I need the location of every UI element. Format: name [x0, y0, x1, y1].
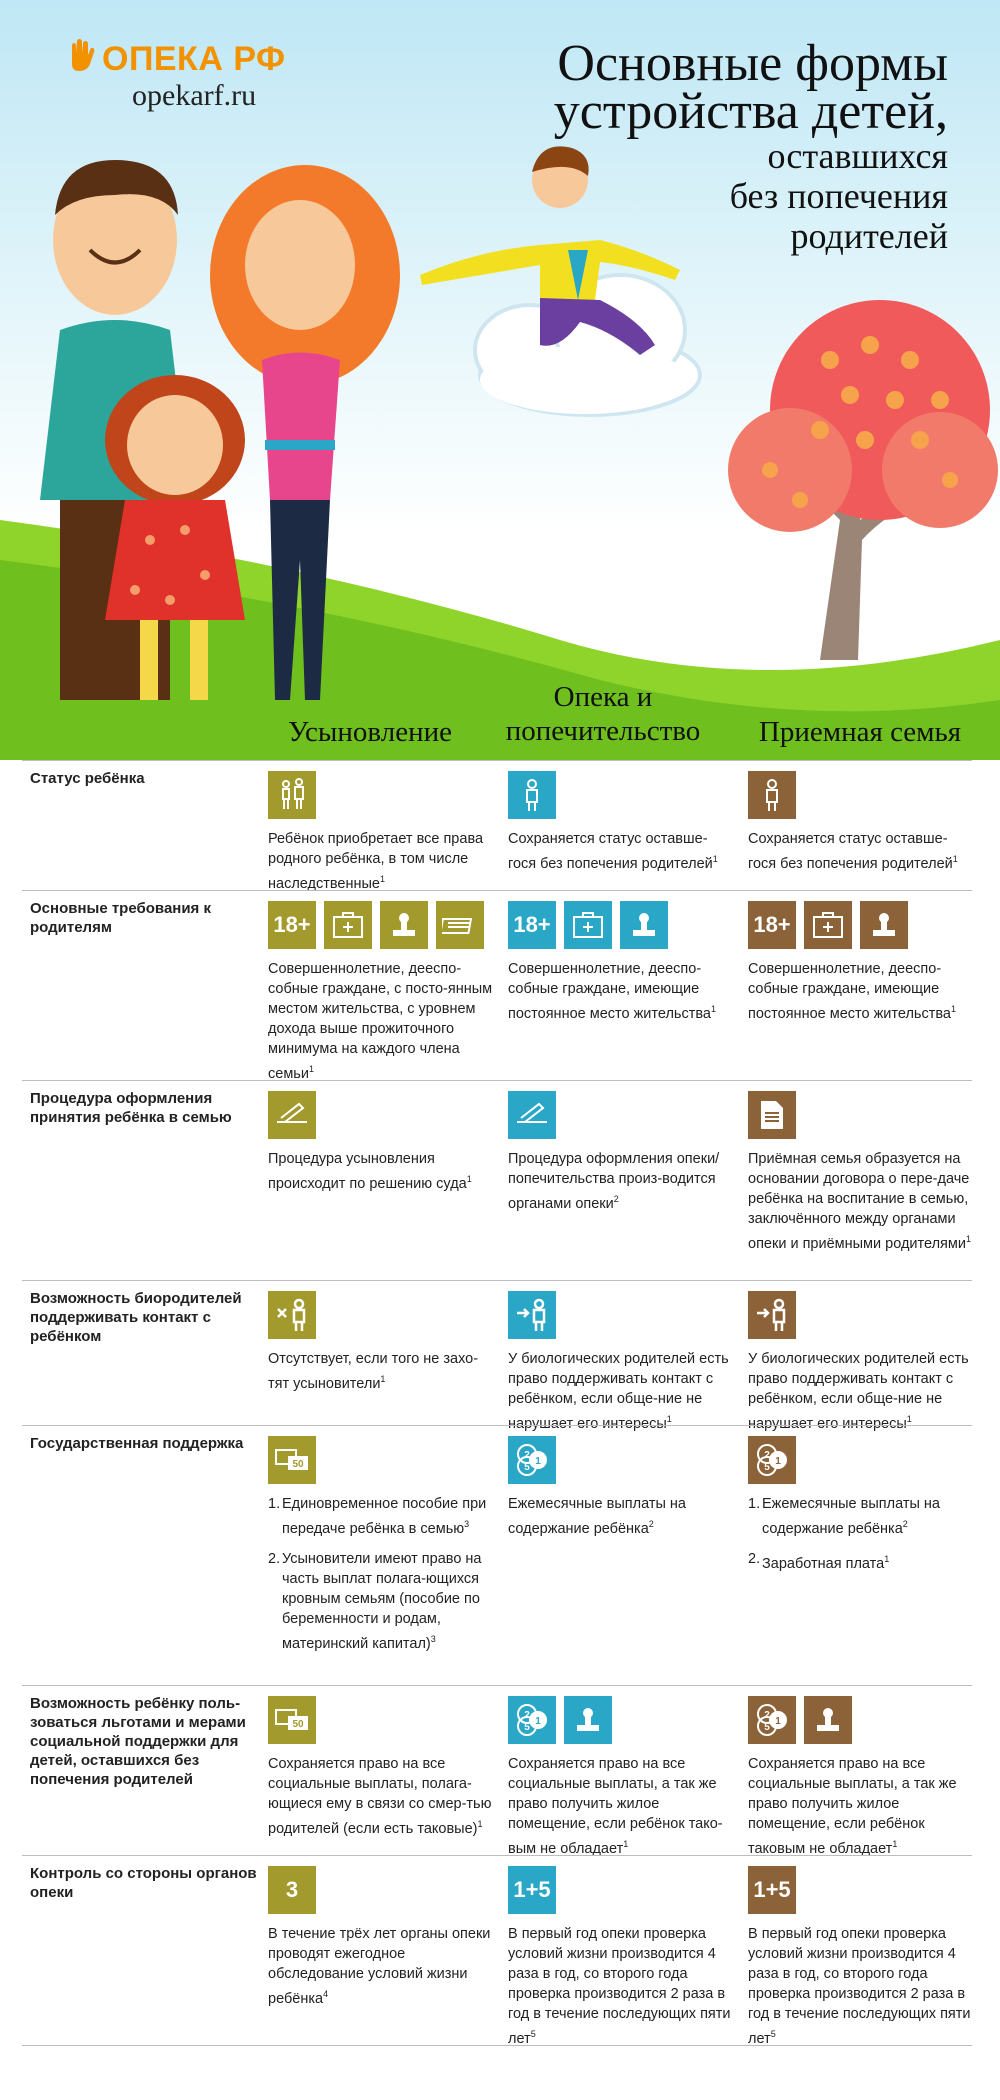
age-18-plus-icon: 18+ [268, 901, 316, 949]
row-label: Контроль со стороны органов опеки [30, 1865, 257, 1901]
list-item-text: Усыновители имеют право на часть выплат полага-ющихся кровным семьям (пособие по беременности и родам, материнский капитал) [282, 1550, 482, 1652]
cell-guardianship [508, 771, 733, 874]
cell-foster-family [748, 1696, 973, 1859]
footnote-ref: 2 [902, 1519, 908, 1529]
hero-banner [0, 0, 1000, 760]
title-line-5: родителей [790, 216, 948, 256]
coin-value-bottom: 5 [764, 1722, 770, 1733]
footnote-ref: 1 [950, 1004, 956, 1014]
coins-icon [508, 1436, 556, 1484]
medical-kit-icon [804, 901, 852, 949]
contact-arrow-icon [508, 1291, 556, 1339]
family-icon [268, 771, 316, 819]
cell-text: Приёмная семья образуется на основании договора о пере-даче ребёнка на воспитание в семью, заключённого между органами опеки и приёмными родителями [748, 1151, 970, 1252]
coin-value-top: 2 [524, 1450, 530, 1461]
cell-text: В течение трёх лет органы опеки проводят ежегодное обследование условий жизни ребёнка [268, 1926, 491, 2007]
footnote-ref: 1 [892, 1839, 898, 1849]
cell-adoption [268, 1696, 493, 1839]
cell-text: В первый год опеки проверка условий жизни производится 4 раза в год, со второго года проверка производится 2 раза в год в течение последующих пяти лет [748, 1926, 971, 2047]
years-1-plus-5-icon: 1+5 [508, 1866, 556, 1914]
coin-value-top: 2 [764, 1450, 770, 1461]
footnote-ref: 5 [770, 2029, 776, 2039]
coins-icon [748, 1696, 796, 1744]
coin-value-top: 2 [524, 1710, 530, 1721]
money-icon [436, 901, 484, 949]
table-row [22, 1855, 972, 2045]
column-header-guardianship [488, 680, 718, 748]
coin-value-top: 2 [764, 1710, 770, 1721]
years-1-plus-5-icon: 1+5 [748, 1866, 796, 1914]
cell-guardianship [508, 1291, 733, 1434]
cell-foster-family: 2 5 1 1. Ежемесячные выплаты на содержание ребёнка$^2$ 2. Заработная плата$^1$ [748, 1436, 973, 1574]
cell-text: Совершеннолетние, дееспо-собные граждане, имеющие постоянное место жительства [748, 961, 951, 1022]
coin-value-bottom: 5 [524, 1462, 530, 1473]
row-label: Государственная поддержка [30, 1435, 244, 1452]
coin-value-front: 1 [775, 1716, 781, 1727]
footnote-ref: 2 [648, 1519, 654, 1529]
list-item-text: Заработная плата [762, 1555, 885, 1572]
coin-value-bottom: 5 [524, 1722, 530, 1733]
row-label: Статус ребёнка [30, 770, 145, 787]
row-label: Процедура оформления принятия ребёнка в семью [30, 1090, 232, 1126]
document-icon [748, 1091, 796, 1139]
title-line-3: оставшихся [767, 136, 948, 176]
brand-logo[interactable] [64, 38, 286, 113]
banknote-value: 50 [292, 1459, 304, 1470]
coins-icon [508, 1696, 556, 1744]
medical-kit-icon [564, 901, 612, 949]
coin-value-front: 1 [775, 1456, 781, 1467]
age-18-plus-icon: 18+ [508, 901, 556, 949]
cell-text: В первый год опеки проверка условий жизни производится 4 раза в год, со второго года проверка производится 2 раза в год в течение последующих пяти лет [508, 1926, 731, 2047]
house-stamp-icon [804, 1696, 852, 1744]
no-contact-icon [268, 1291, 316, 1339]
medical-kit-icon [324, 901, 372, 949]
cell-guardianship [508, 901, 733, 1024]
banknote-icon [268, 1436, 316, 1484]
cell-text: Ежемесячные выплаты на содержание ребёнка [508, 1496, 686, 1537]
cell-foster-family [748, 1866, 973, 2049]
footnote-ref: 1 [712, 854, 718, 864]
title-line-2: устройства детей, [553, 83, 948, 140]
cell-adoption [268, 771, 493, 894]
coin-value-front: 1 [535, 1716, 541, 1727]
house-stamp-icon [380, 901, 428, 949]
house-stamp-icon [564, 1696, 612, 1744]
footnote-ref: 1 [477, 1819, 483, 1829]
cell-adoption: 50 1. Единовременное пособие при передаче ребёнка в семью$^3$ 2. Усыновители имеют право на часть выплат полага-ющихся кровным семьям (пособие по беременности и родам, материнский капитал)$^3$ [268, 1436, 493, 1654]
cell-foster-family [748, 901, 973, 1024]
cell-text: Сохраняется право на все социальные выплаты, полага-ющиеся ему в связи со смер-тью родителей (если есть таковые) [268, 1756, 492, 1837]
footnote-ref: 3 [464, 1519, 470, 1529]
cell-foster-family [748, 771, 973, 874]
footnote-ref: 1 [965, 1234, 971, 1244]
column-header-foster-family: Приемная семья [758, 716, 962, 748]
cell-text: Ребёнок приобретает все права родного ребёнка, в том числе наследственные [268, 831, 484, 892]
coin-value-bottom: 5 [764, 1462, 770, 1473]
table-row [22, 890, 972, 1080]
column-header-adoption: Усыновление [288, 716, 452, 748]
tree-icon [728, 300, 998, 660]
title-line-4: без попечения [729, 176, 948, 216]
table-row [22, 1685, 972, 1855]
table-row [22, 1425, 972, 1685]
coins-icon [748, 1436, 796, 1484]
row-label: Основные требования к родителям [30, 900, 211, 936]
banknote-icon [268, 1696, 316, 1744]
table-row [22, 1280, 972, 1432]
coin-value-front: 1 [535, 1456, 541, 1467]
footnote-ref: 1 [906, 1414, 912, 1424]
list-item-text: Единовременное пособие при передаче ребёнка в семью [282, 1496, 487, 1537]
footnote-ref: 1 [308, 1064, 314, 1074]
footnote-ref: 3 [430, 1633, 436, 1644]
site-url[interactable]: opekarf.ru [132, 79, 257, 112]
cell-text: У биологических родителей есть право поддерживать контакт с ребёнком, если обще-ние не нарушает его интересы [508, 1351, 729, 1432]
cell-adoption [268, 1866, 493, 2009]
cell-guardianship [508, 1436, 733, 1539]
cell-adoption [268, 1291, 493, 1394]
cell-text: Совершеннолетние, дееспо-собные граждане, с посто-янным местом жительства, с уровнем дохода выше прожиточного минимума на каждого члена семьи [268, 961, 493, 1082]
footnote-ref: 1 [710, 1004, 716, 1014]
footnote-ref: 1 [666, 1414, 672, 1424]
years-3-icon: 3 [268, 1866, 316, 1914]
footnote-ref: 1 [623, 1839, 629, 1849]
cell-guardianship [508, 1866, 733, 2049]
footnote-ref: 5 [530, 2029, 536, 2039]
title-line-1: Основные формы [557, 35, 948, 92]
signing-hand-icon [508, 1091, 556, 1139]
hand-icon [64, 38, 98, 81]
cell-foster-family [748, 1091, 973, 1254]
cell-text: Сохраняется статус оставше-гося без попечения родителей [508, 831, 713, 872]
child-icon [508, 771, 556, 819]
footnote-ref: 4 [323, 1989, 329, 1999]
row-label: Возможность биородителей поддерживать контакт с ребёнком [30, 1290, 242, 1345]
cell-adoption [268, 1091, 493, 1194]
cell-text: Сохраняется статус оставше-гося без попечения родителей [748, 831, 953, 872]
footnote-ref: 1 [466, 1174, 472, 1184]
age-18-plus-icon: 18+ [748, 901, 796, 949]
cell-adoption [268, 901, 493, 1084]
banknote-value: 50 [292, 1719, 304, 1730]
cell-text: Отсутствует, если того не захо-тят усыновители [268, 1351, 479, 1392]
footnote-ref: 1 [884, 1553, 890, 1564]
cell-guardianship [508, 1091, 733, 1214]
contact-arrow-icon [748, 1291, 796, 1339]
footnote-ref: 1 [380, 874, 386, 884]
house-stamp-icon [620, 901, 668, 949]
cell-text: Сохраняется право на все социальные выплаты, а так же право получить жилое помещение, если ребёнок таковым не обладает [748, 1756, 957, 1857]
cell-text: Сохраняется право на все социальные выплаты, а так же право получить жилое помещение, если ребёнок тако-вым не обладает [508, 1756, 723, 1857]
house-stamp-icon [860, 901, 908, 949]
column-header-guardianship-line-2: попечительство [505, 715, 701, 747]
table-row [22, 1080, 972, 1280]
cell-text: Процедура оформления опеки/попечительства произ-водится органами опеки [508, 1151, 720, 1212]
row-label: Возможность ребёнку поль-зоваться льготами и мерами социальной поддержки для детей, оставшихся без попечения родителей [30, 1695, 246, 1788]
table-bottom-divider [22, 2045, 972, 2046]
cell-text: Совершеннолетние, дееспо-собные граждане, имеющие постоянное место жительства [508, 961, 711, 1022]
signing-hand-icon [268, 1091, 316, 1139]
footnote-ref: 2 [613, 1194, 619, 1204]
logo-text: ОПЕКА РФ [102, 40, 286, 78]
footnote-ref: 1 [952, 854, 958, 864]
cell-guardianship [508, 1696, 733, 1859]
list-item-text: Ежемесячные выплаты на содержание ребёнка [762, 1496, 940, 1537]
footnote-ref: 1 [380, 1374, 386, 1384]
child-icon [748, 771, 796, 819]
cell-foster-family [748, 1291, 973, 1434]
table-row [22, 760, 972, 890]
cell-text: У биологических родителей есть право поддерживать контакт с ребёнком, если обще-ние не нарушает его интересы [748, 1351, 969, 1432]
page-title [553, 35, 948, 256]
column-header-guardianship-line-1: Опека и [553, 681, 653, 713]
cell-text: Процедура усыновления происходит по решению суда [268, 1151, 467, 1192]
